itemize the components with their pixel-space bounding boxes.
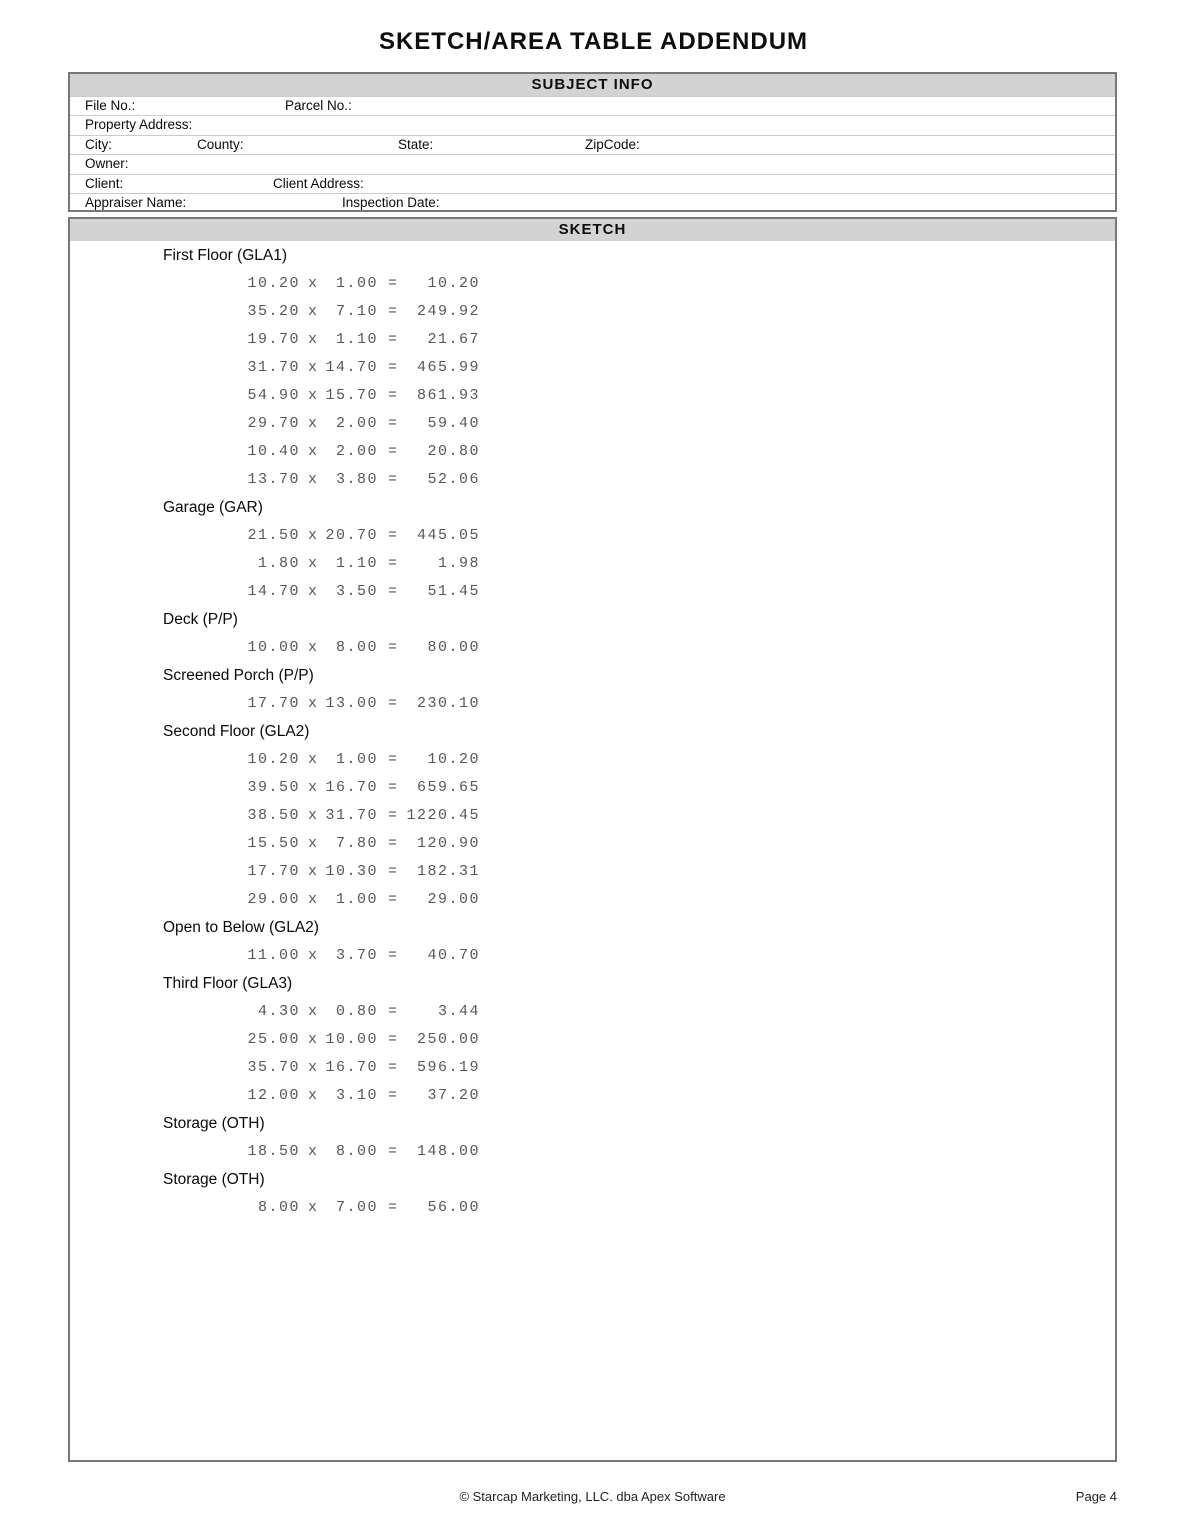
area-result: 29.00 [427, 891, 480, 908]
multiply-sign: x [308, 751, 319, 768]
multiply-sign: x [308, 583, 319, 600]
area-section-label: Open to Below (GLA2) [163, 919, 319, 936]
equals-sign: = [388, 863, 399, 880]
area-calc-row [70, 886, 1115, 914]
sketch-header: SKETCH [70, 219, 1115, 241]
equals-sign: = [388, 695, 399, 712]
area-result: 59.40 [427, 415, 480, 432]
dimension-a: 4.30 [257, 1003, 300, 1020]
area-section-label: Garage (GAR) [163, 499, 263, 516]
dimension-a: 15.50 [247, 835, 300, 852]
multiply-sign: x [308, 1087, 319, 1104]
equals-sign: = [388, 947, 399, 964]
dimension-a: 25.00 [247, 1031, 300, 1048]
multiply-sign: x [308, 1003, 319, 1020]
dimension-b: 8.00 [335, 639, 378, 656]
dimension-b: 16.70 [325, 779, 378, 796]
multiply-sign: x [308, 1199, 319, 1216]
dimension-b: 3.80 [335, 471, 378, 488]
area-result: 10.20 [427, 275, 480, 292]
dimension-b: 3.70 [335, 947, 378, 964]
dimension-a: 35.20 [247, 303, 300, 320]
area-calc-row [70, 410, 1115, 438]
equals-sign: = [388, 1003, 399, 1020]
equals-sign: = [388, 779, 399, 796]
dimension-a: 21.50 [247, 527, 300, 544]
equals-sign: = [388, 331, 399, 348]
field-label: Inspection Date: [342, 194, 440, 210]
equals-sign: = [388, 415, 399, 432]
field-label: County: [197, 136, 244, 152]
dimension-a: 31.70 [247, 359, 300, 376]
dimension-a: 29.00 [247, 891, 300, 908]
dimension-b: 16.70 [325, 1059, 378, 1076]
multiply-sign: x [308, 695, 319, 712]
area-result: 250.00 [416, 1031, 480, 1048]
area-result: 465.99 [416, 359, 480, 376]
multiply-sign: x [308, 387, 319, 404]
area-table [70, 241, 1115, 1222]
multiply-sign: x [308, 639, 319, 656]
dimension-a: 14.70 [247, 583, 300, 600]
equals-sign: = [388, 555, 399, 572]
area-result: 37.20 [427, 1087, 480, 1104]
area-calc-row [70, 550, 1115, 578]
field-label: Parcel No.: [285, 98, 352, 113]
area-result: 182.31 [416, 863, 480, 880]
dimension-b: 2.00 [335, 415, 378, 432]
area-calc-row [70, 774, 1115, 802]
subject-info-rows [70, 96, 1115, 212]
dimension-b: 13.00 [325, 695, 378, 712]
area-section-label: Storage (OTH) [163, 1171, 265, 1188]
field-label: Client Address: [273, 175, 364, 191]
area-calc-row [70, 578, 1115, 606]
dimension-a: 10.20 [247, 751, 300, 768]
equals-sign: = [388, 303, 399, 320]
area-result: 40.70 [427, 947, 480, 964]
dimension-b: 1.10 [335, 555, 378, 572]
area-calc-row [70, 382, 1115, 410]
multiply-sign: x [308, 863, 319, 880]
area-calc-row [70, 298, 1115, 326]
dimension-b: 14.70 [325, 359, 378, 376]
subject-info-row [70, 115, 1115, 134]
area-section-label: Storage (OTH) [163, 1115, 265, 1132]
area-section-label: Deck (P/P) [163, 611, 238, 628]
dimension-a: 19.70 [247, 331, 300, 348]
area-result: 148.00 [416, 1143, 480, 1160]
dimension-a: 38.50 [247, 807, 300, 824]
subject-info-section [68, 72, 1117, 212]
area-calc-row [70, 858, 1115, 886]
equals-sign: = [388, 1143, 399, 1160]
dimension-b: 0.80 [335, 1003, 378, 1020]
sketch-section [68, 217, 1117, 1462]
subject-info-row [70, 154, 1115, 173]
equals-sign: = [388, 639, 399, 656]
area-calc-row [70, 438, 1115, 466]
dimension-b: 2.00 [335, 443, 378, 460]
subject-info-header: SUBJECT INFO [70, 74, 1115, 96]
area-result: 659.65 [416, 779, 480, 796]
dimension-b: 10.00 [325, 1031, 378, 1048]
area-result: 1.98 [437, 555, 480, 572]
area-result: 249.92 [416, 303, 480, 320]
area-result: 52.06 [427, 471, 480, 488]
equals-sign: = [388, 1031, 399, 1048]
dimension-b: 7.00 [335, 1199, 378, 1216]
multiply-sign: x [308, 443, 319, 460]
area-result: 596.19 [416, 1059, 480, 1076]
area-result: 56.00 [427, 1199, 480, 1216]
multiply-sign: x [308, 1059, 319, 1076]
dimension-a: 18.50 [247, 1143, 300, 1160]
area-result: 80.00 [427, 639, 480, 656]
dimension-a: 12.00 [247, 1087, 300, 1104]
dimension-a: 10.00 [247, 639, 300, 656]
field-label: File No.: [85, 98, 136, 113]
field-label: Owner: [85, 156, 129, 172]
multiply-sign: x [308, 1143, 319, 1160]
dimension-a: 54.90 [247, 387, 300, 404]
area-result: 10.20 [427, 751, 480, 768]
equals-sign: = [388, 1199, 399, 1216]
dimension-a: 35.70 [247, 1059, 300, 1076]
area-calc-row [70, 746, 1115, 774]
area-calc-row [70, 998, 1115, 1026]
dimension-a: 11.00 [247, 947, 300, 964]
dimension-a: 29.70 [247, 415, 300, 432]
area-result: 21.67 [427, 331, 480, 348]
page-footer [68, 1489, 1117, 1509]
subject-info-row [70, 174, 1115, 193]
subject-info-row [70, 193, 1115, 212]
equals-sign: = [388, 471, 399, 488]
dimension-a: 8.00 [257, 1199, 300, 1216]
dimension-a: 13.70 [247, 471, 300, 488]
area-result: 120.90 [416, 835, 480, 852]
field-label: State: [398, 136, 434, 152]
multiply-sign: x [308, 359, 319, 376]
multiply-sign: x [308, 807, 319, 824]
dimension-b: 7.10 [335, 303, 378, 320]
multiply-sign: x [308, 471, 319, 488]
multiply-sign: x [308, 947, 319, 964]
equals-sign: = [388, 1059, 399, 1076]
equals-sign: = [388, 527, 399, 544]
multiply-sign: x [308, 555, 319, 572]
multiply-sign: x [308, 1031, 319, 1048]
dimension-b: 15.70 [325, 387, 378, 404]
dimension-a: 10.20 [247, 275, 300, 292]
area-calc-row [70, 802, 1115, 830]
equals-sign: = [388, 443, 399, 460]
area-result: 20.80 [427, 443, 480, 460]
area-calc-row [70, 690, 1115, 718]
multiply-sign: x [308, 835, 319, 852]
equals-sign: = [388, 583, 399, 600]
field-label: Property Address: [85, 117, 193, 133]
area-calc-row [70, 634, 1115, 662]
dimension-a: 10.40 [247, 443, 300, 460]
area-calc-row [70, 1026, 1115, 1054]
equals-sign: = [388, 807, 399, 824]
page-title: SKETCH/AREA TABLE ADDENDUM [378, 28, 809, 55]
multiply-sign: x [308, 415, 319, 432]
area-calc-row [70, 1082, 1115, 1110]
area-result: 1220.45 [406, 807, 480, 824]
area-calc-row [70, 354, 1115, 382]
area-result: 445.05 [416, 527, 480, 544]
dimension-a: 17.70 [247, 695, 300, 712]
area-section-label: Second Floor (GLA2) [163, 723, 310, 740]
area-calc-row [70, 830, 1115, 858]
field-label: ZipCode: [585, 136, 640, 152]
area-calc-row [70, 1138, 1115, 1166]
dimension-b: 3.10 [335, 1087, 378, 1104]
area-section-label: First Floor (GLA1) [163, 247, 288, 264]
dimension-b: 1.00 [335, 275, 378, 292]
footer-page-number: Page 4 [1075, 1489, 1117, 1504]
equals-sign: = [388, 751, 399, 768]
area-calc-row [70, 326, 1115, 354]
multiply-sign: x [308, 275, 319, 292]
dimension-a: 17.70 [247, 863, 300, 880]
subject-info-row [70, 135, 1115, 154]
field-label: Client: [85, 175, 124, 191]
field-label: Appraiser Name: [85, 194, 187, 210]
dimension-a: 39.50 [247, 779, 300, 796]
multiply-sign: x [308, 779, 319, 796]
field-label: City: [85, 136, 112, 152]
equals-sign: = [388, 891, 399, 908]
equals-sign: = [388, 275, 399, 292]
multiply-sign: x [308, 891, 319, 908]
dimension-b: 20.70 [325, 527, 378, 544]
area-section-label: Third Floor (GLA3) [163, 975, 293, 992]
dimension-b: 1.00 [335, 751, 378, 768]
area-result: 861.93 [416, 387, 480, 404]
dimension-b: 3.50 [335, 583, 378, 600]
area-calc-row [70, 522, 1115, 550]
dimension-a: 1.80 [257, 555, 300, 572]
dimension-b: 7.80 [335, 835, 378, 852]
equals-sign: = [388, 1087, 399, 1104]
dimension-b: 1.10 [335, 331, 378, 348]
area-calc-row [70, 1194, 1115, 1222]
area-calc-row [70, 1054, 1115, 1082]
area-calc-row [70, 942, 1115, 970]
equals-sign: = [388, 359, 399, 376]
dimension-b: 1.00 [335, 891, 378, 908]
dimension-b: 31.70 [325, 807, 378, 824]
dimension-b: 10.30 [325, 863, 378, 880]
equals-sign: = [388, 835, 399, 852]
area-result: 3.44 [437, 1003, 480, 1020]
equals-sign: = [388, 387, 399, 404]
area-result: 51.45 [427, 583, 480, 600]
area-calc-row [70, 270, 1115, 298]
area-calc-row [70, 466, 1115, 494]
dimension-b: 8.00 [335, 1143, 378, 1160]
area-section-label: Screened Porch (P/P) [163, 667, 314, 684]
subject-info-row [70, 96, 1115, 115]
footer-copyright: © Starcap Marketing, LLC. dba Apex Software [459, 1489, 726, 1504]
multiply-sign: x [308, 331, 319, 348]
multiply-sign: x [308, 527, 319, 544]
area-result: 230.10 [416, 695, 480, 712]
multiply-sign: x [308, 303, 319, 320]
